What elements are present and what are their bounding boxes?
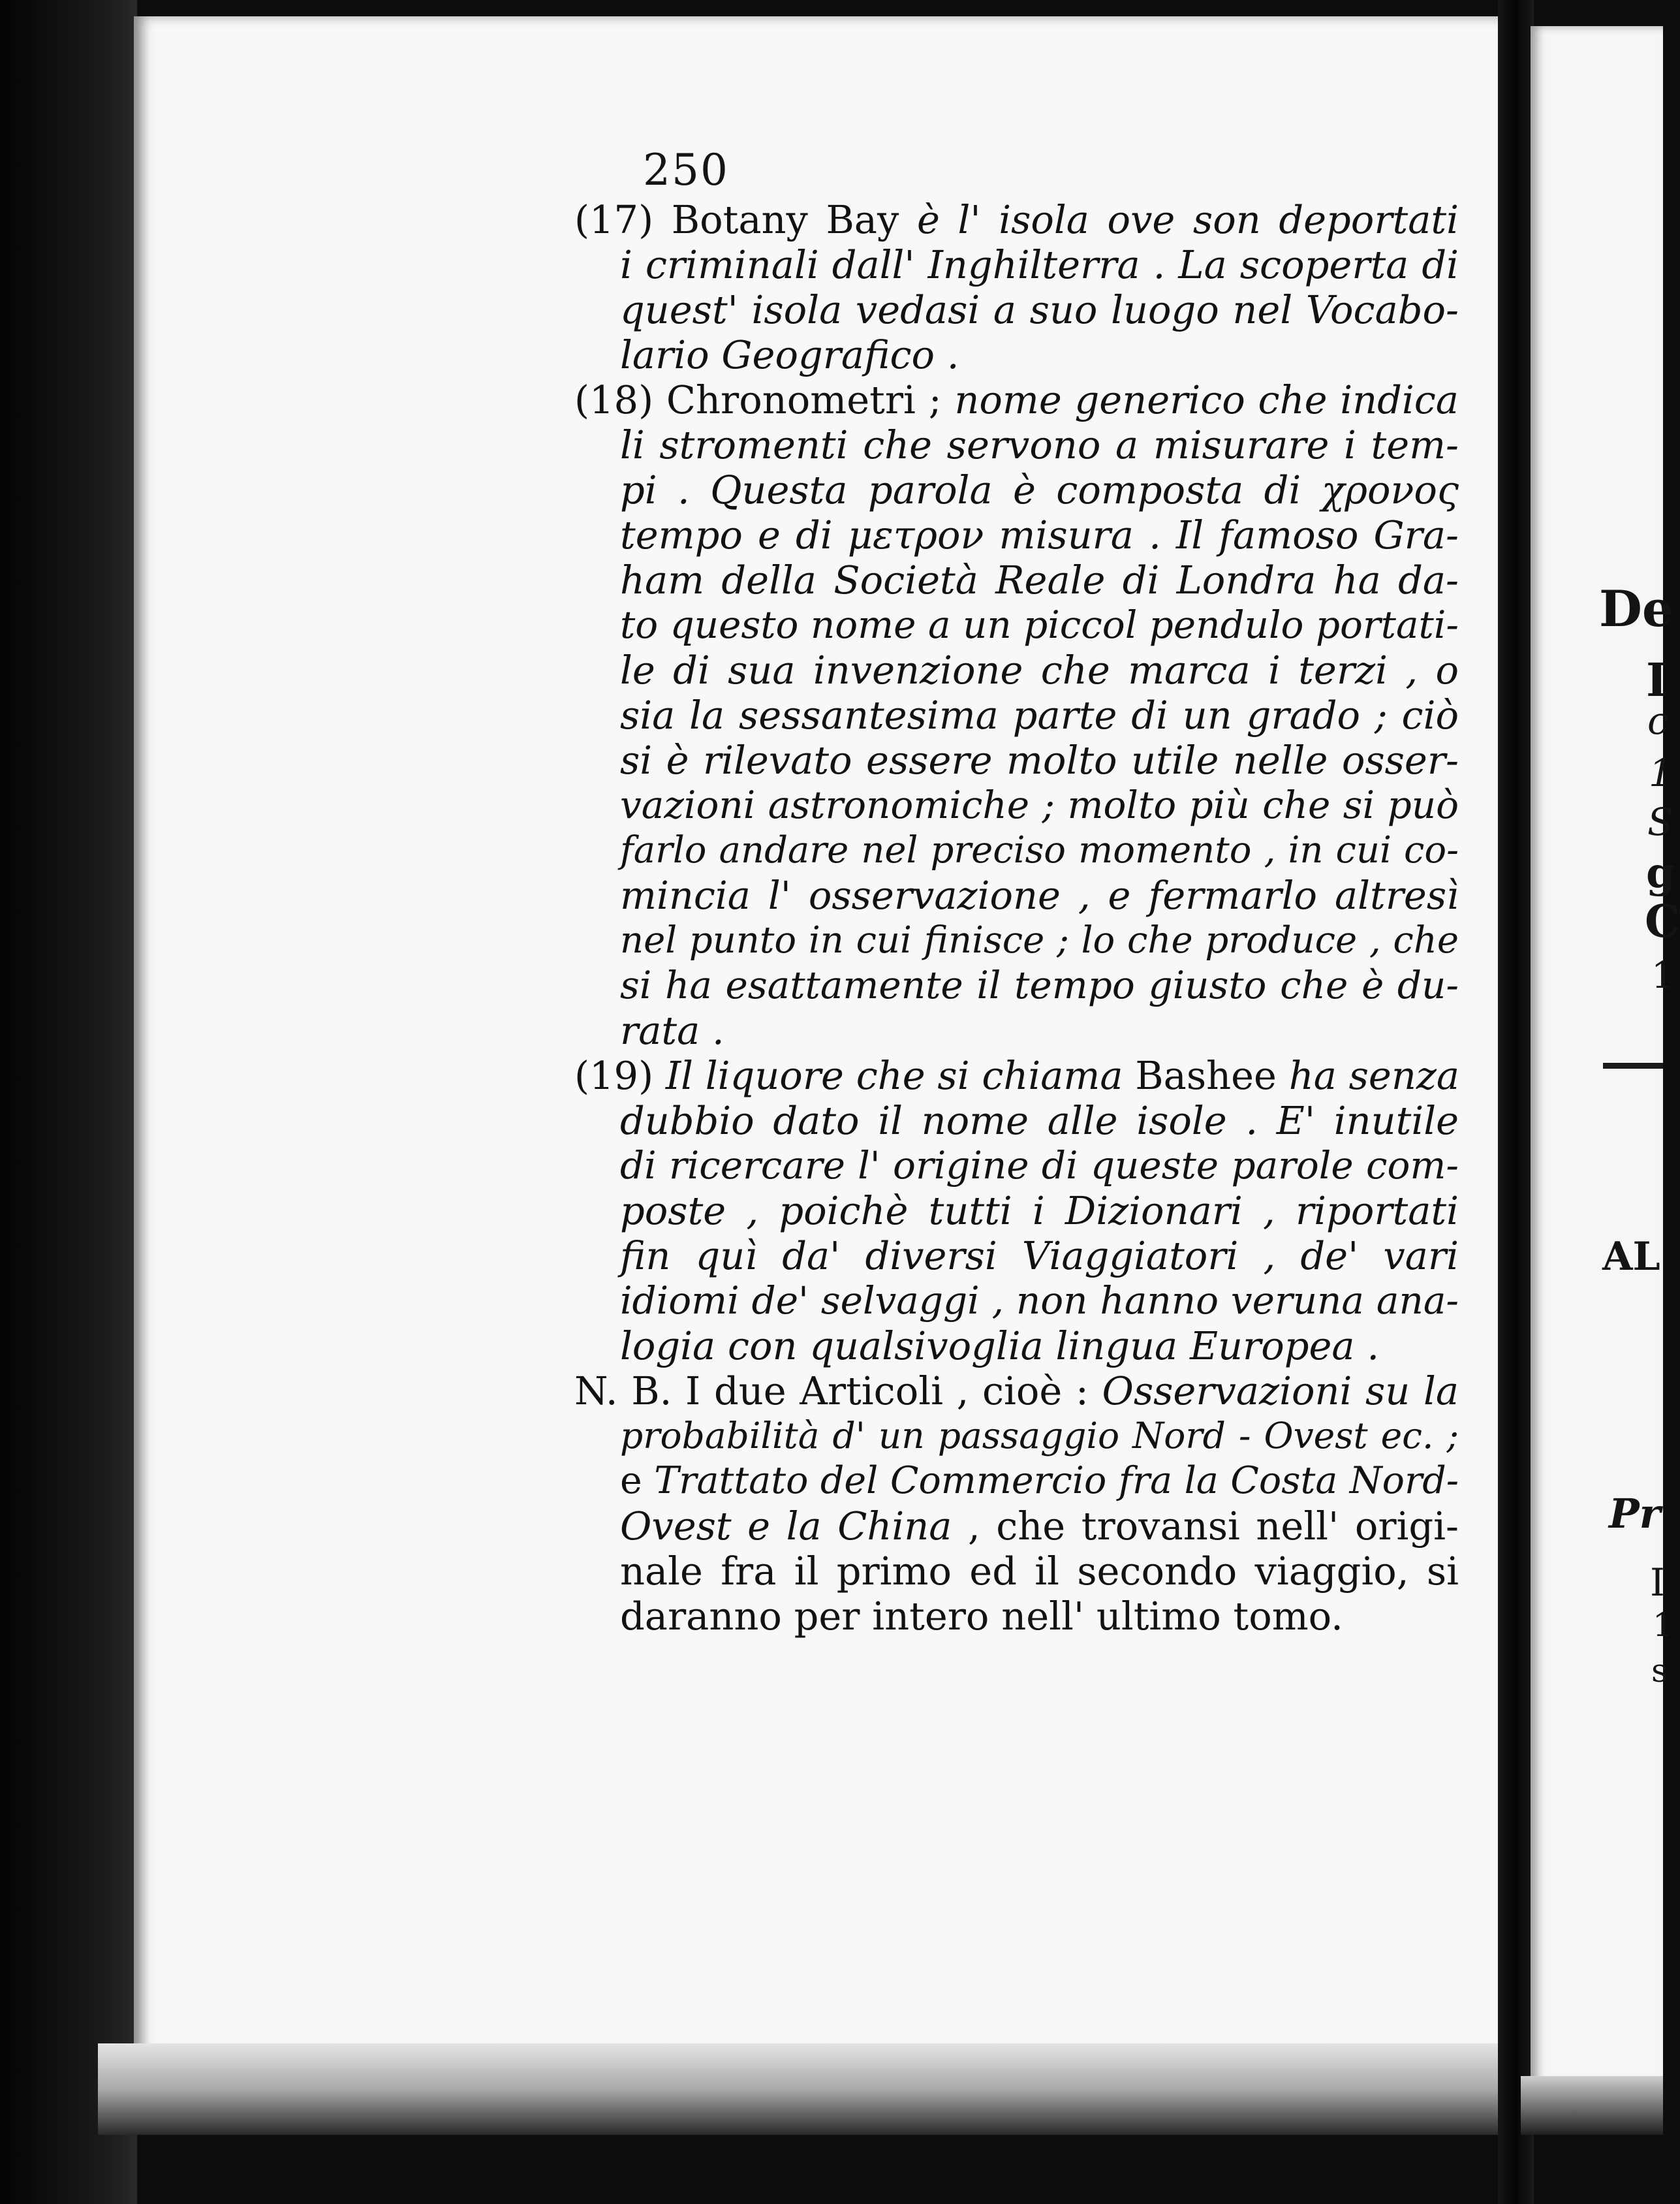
text-segment: Il liquore che si chiama bbox=[665, 1053, 1136, 1098]
text-segment: probabilità d' un passaggio Nord - Ovest ec. ; bbox=[620, 1415, 1459, 1456]
text-segment: (17) Botany Bay bbox=[574, 197, 917, 242]
text-segment: lario Geografico . bbox=[620, 332, 959, 377]
opposite-page-fragment: g bbox=[1646, 849, 1675, 898]
opposite-page-fragment: De bbox=[1599, 580, 1674, 638]
text-line bbox=[574, 558, 1459, 603]
text-segment: pi . Questa parola è composta di χρονος bbox=[620, 467, 1459, 512]
opposite-page-fragment: C bbox=[1645, 896, 1680, 948]
text-line bbox=[574, 467, 1459, 512]
book-binding-left bbox=[0, 0, 137, 2204]
text-line bbox=[574, 738, 1459, 783]
text-line bbox=[574, 873, 1459, 918]
opposite-page-fragment: AL bbox=[1602, 1234, 1660, 1280]
text-segment: rata . bbox=[620, 1008, 724, 1053]
text-line bbox=[574, 1413, 1459, 1458]
text-segment: mincia l' osservazione , e fermarlo altresì bbox=[620, 873, 1459, 918]
text-segment: poste , poichè tutti i Dizionari , riportati bbox=[620, 1188, 1459, 1233]
text-segment: i criminali dall' Inghilterra . La scoperta di bbox=[620, 242, 1459, 287]
text-segment: ha senza bbox=[1288, 1053, 1460, 1098]
text-line bbox=[574, 242, 1459, 287]
text-line bbox=[574, 1368, 1459, 1413]
opposite-page-rule bbox=[1603, 1063, 1663, 1069]
page-bottom-edge bbox=[98, 2043, 1508, 2135]
text-segment: Osservazioni su la bbox=[1102, 1368, 1459, 1413]
text-segment: le di sua invenzione che marca i terzi , o bbox=[620, 648, 1459, 693]
text-segment: Trattato del Commercio fra la Costa Nord- bbox=[654, 1459, 1459, 1502]
text-line bbox=[574, 603, 1459, 648]
text-segment: tempo e di μετρον misura . Il famoso Gra- bbox=[620, 512, 1459, 558]
text-line bbox=[574, 693, 1459, 738]
opposite-page-fragment: Pr bbox=[1609, 1490, 1661, 1537]
text-segment: fin quì da' diversi Viaggiatori , de' vari bbox=[620, 1233, 1459, 1278]
text-segment: , che trovansi nell' origi- bbox=[967, 1503, 1459, 1549]
text-segment: si è rilevato essere molto utile nelle osser- bbox=[620, 738, 1459, 783]
text-segment: vazioni astronomiche ; molto più che si può bbox=[620, 783, 1459, 827]
text-line bbox=[574, 287, 1459, 332]
text-line bbox=[574, 1323, 1459, 1368]
text-segment: di ricercare l' origine di queste parole com- bbox=[620, 1143, 1459, 1188]
text-segment: nale fra il primo ed il secondo viaggio, si bbox=[620, 1549, 1459, 1594]
text-line bbox=[574, 1143, 1459, 1188]
text-line bbox=[574, 332, 1459, 377]
text-line bbox=[574, 197, 1459, 242]
opposite-page-fragment: 1 bbox=[1649, 751, 1673, 795]
text-line bbox=[574, 963, 1459, 1008]
text-segment: logia con qualsivoglia lingua Europea . bbox=[620, 1323, 1380, 1368]
text-segment: si ha esattamente il tempo giusto che è du- bbox=[620, 963, 1459, 1007]
text-line bbox=[574, 783, 1459, 828]
text-segment: farlo andare nel preciso momento , in cui co- bbox=[620, 829, 1459, 872]
opposite-page-fragment: 1 bbox=[1653, 1606, 1673, 1644]
text-segment: nel punto in cui finisce ; lo che produce , che bbox=[620, 919, 1459, 962]
text-segment: to questo nome a un piccol pendulo portati- bbox=[620, 603, 1459, 647]
text-line bbox=[574, 512, 1459, 558]
text-line bbox=[574, 648, 1459, 693]
opposite-page-fragment: S bbox=[1647, 800, 1673, 844]
text-segment: sia la sessantesima parte di un grado ; ciò bbox=[620, 693, 1459, 738]
text-segment: (18) Chronometri ; bbox=[574, 377, 955, 422]
text-segment: idiomi de' selvaggi , non hanno veruna ana- bbox=[620, 1278, 1459, 1323]
text-segment: dubbio dato il nome alle isole . E' inutile bbox=[620, 1098, 1459, 1143]
opposite-page-fragment: I bbox=[1646, 653, 1668, 707]
opposite-page-fragment: I bbox=[1650, 1560, 1665, 1605]
text-line bbox=[574, 918, 1459, 963]
text-segment: è l' isola ove son deportati bbox=[916, 197, 1459, 242]
text-line bbox=[574, 1458, 1459, 1503]
opposite-page-fragment: 1 bbox=[1651, 954, 1675, 997]
opposite-page-fragment: c bbox=[1647, 699, 1669, 743]
page-number: 250 bbox=[643, 145, 729, 195]
text-segment: Bashee bbox=[1135, 1053, 1289, 1098]
book-gutter bbox=[1498, 0, 1534, 2204]
text-segment: li stromenti che servono a misurare i tem- bbox=[620, 422, 1459, 467]
text-segment: daranno per intero nell' ultimo tomo. bbox=[620, 1594, 1343, 1639]
footnotes-text bbox=[574, 197, 1459, 1639]
text-segment: e bbox=[620, 1459, 655, 1502]
text-segment: N. B. I due Articoli , cioè : bbox=[574, 1368, 1102, 1413]
text-segment: Ovest e la China bbox=[620, 1503, 968, 1549]
text-line bbox=[574, 1008, 1459, 1053]
text-line bbox=[574, 1503, 1459, 1549]
text-line bbox=[574, 1053, 1459, 1098]
text-line bbox=[574, 1188, 1459, 1233]
right-page-edge bbox=[1531, 26, 1663, 2096]
text-line bbox=[574, 1233, 1459, 1278]
text-line bbox=[574, 1549, 1459, 1594]
text-line bbox=[574, 377, 1459, 422]
text-line bbox=[574, 1278, 1459, 1323]
text-segment: ham della Società Reale di Londra ha da- bbox=[620, 558, 1459, 603]
right-page-bottom-edge bbox=[1521, 2076, 1663, 2135]
opposite-page-fragment: s bbox=[1651, 1652, 1668, 1690]
text-segment: nome generico che indica bbox=[954, 377, 1459, 422]
text-line bbox=[574, 422, 1459, 467]
text-segment: quest' isola vedasi a suo luogo nel Vocabo- bbox=[620, 287, 1459, 332]
text-segment: (19) bbox=[574, 1053, 666, 1098]
text-line bbox=[574, 1594, 1459, 1639]
text-line bbox=[574, 828, 1459, 873]
text-line bbox=[574, 1098, 1459, 1143]
